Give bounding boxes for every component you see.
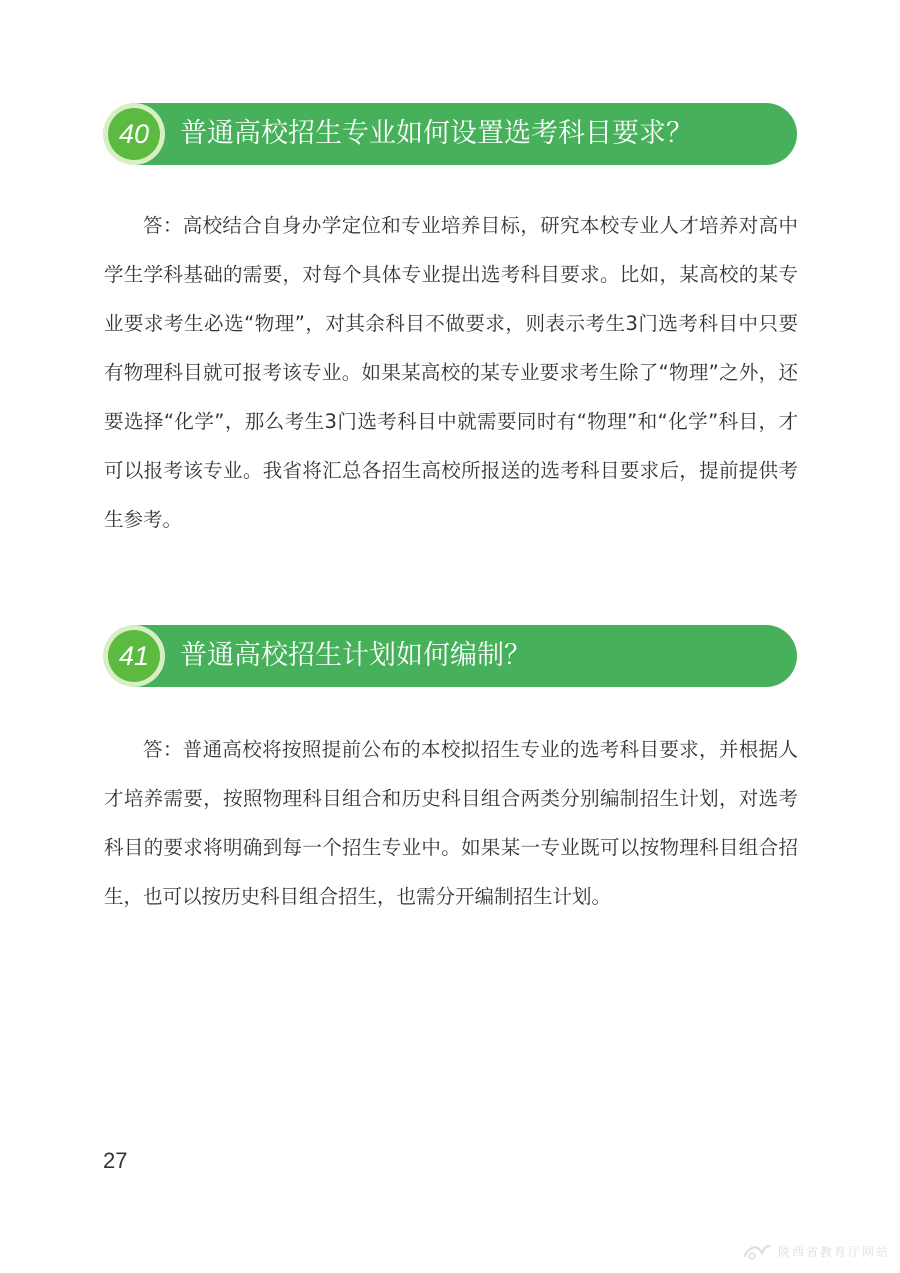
section-title: 普通高校招生计划如何编制？ <box>180 640 531 671</box>
section-answer: 答：普通高校将按照提前公布的本校拟招生专业的选考科目要求，并根据人才培养需要，按照物理科目组合和历史科目组合两类分别编制招生计划，对选考科目的要求将明确到每一个招生专业中。如果某一专业既可以按物理科目组合招生，也可以按历史科目组合招生，也需分开编制招生计划。 <box>104 738 798 908</box>
watermark <box>742 1241 890 1261</box>
section-header <box>103 103 797 165</box>
section-answer: 答：高校结合自身办学定位和专业培养目标，研究本校专业人才培养对高中学生学科基础的需要，对每个具体专业提出选考科目要求。比如，某高校的某专业要求考生必选“物理”，对其余科目不做要求，则表示考生3门选考科目中只要有物理科目就可报考该专业。如果某高校的某专业要求考生除了“物理”之外，还要选择“化学”，那么考生3门选考科目中就需要同时有“物理”和“化学”科目，才可以报考该专业。我省将汇总各招生高校所报送的选考科目要求后，提前提供考生参考。 <box>104 214 798 531</box>
section-number: 41 <box>108 630 160 682</box>
section-title: 普通高校招生专业如何设置选考科目要求？ <box>180 118 693 149</box>
section-number: 40 <box>108 108 160 160</box>
number-badge <box>103 103 165 165</box>
watermark-text: 陕西省教育厅网站 <box>777 1244 890 1259</box>
page-number: 27 <box>103 1148 128 1173</box>
section-header <box>103 625 797 687</box>
number-badge <box>103 625 165 687</box>
logo-icon <box>742 1241 772 1261</box>
